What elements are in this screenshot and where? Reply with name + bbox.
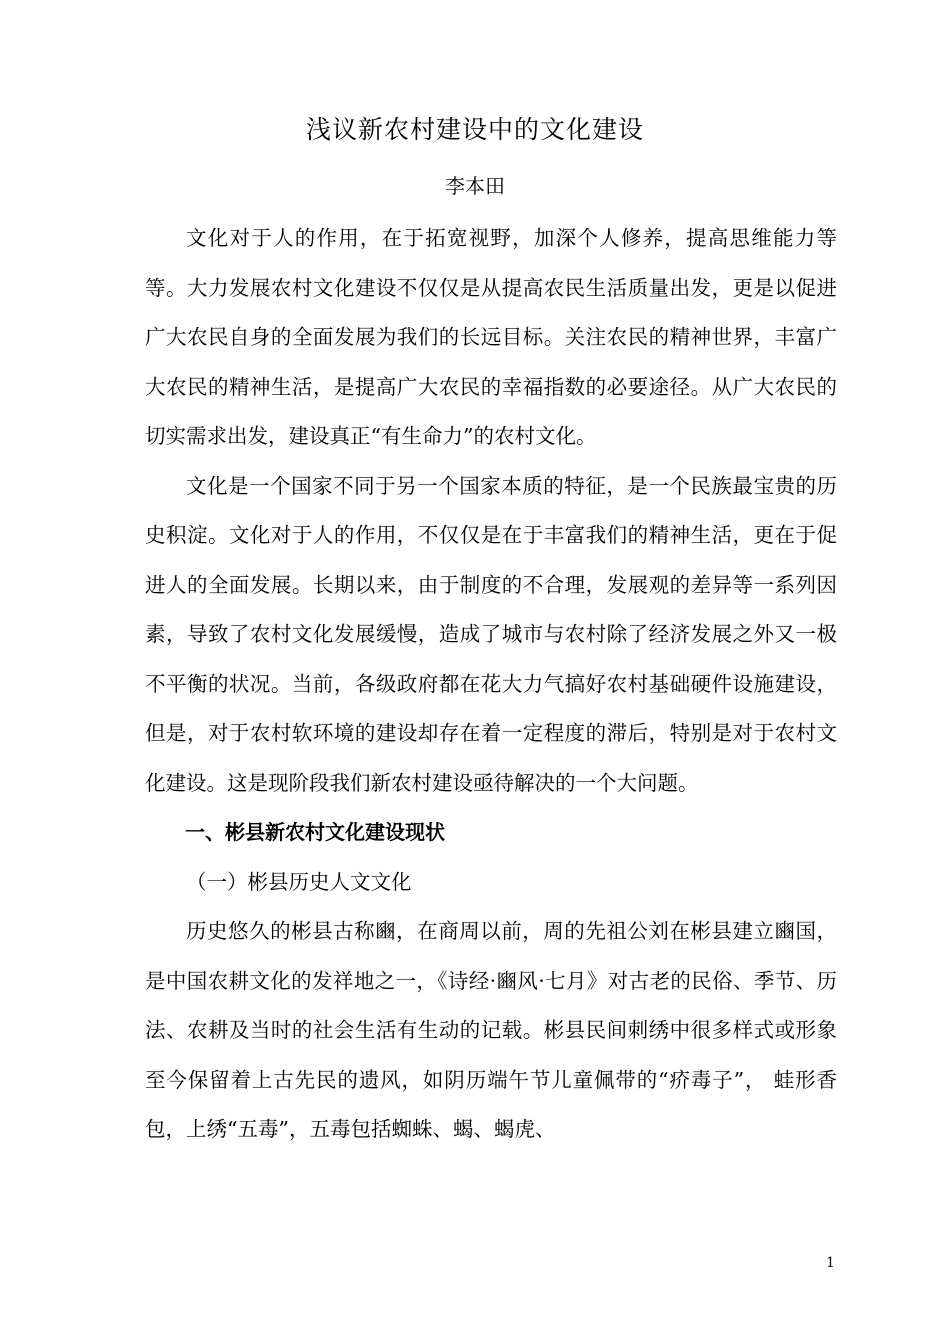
subsection-heading: （一）彬县历史人文文化 xyxy=(186,869,412,894)
body-paragraph-1: 文化对于人的作用，在于拓宽视野，加深个人修养，提高思维能力等等。大力发展农村文化建设不仅仅是从提高农民生活质量出发，更是以促进广大农民自身的全面发展为我们的长远目标。关注农民的精神世界，丰富广大农民的精神生活，是提高广大农民的幸福指数的必要途径。从广大农民的切实需求出发，建设真正“有生命力”的农村文化。 xyxy=(145,226,837,448)
section-heading: 一、彬县新农村文化建设现状 xyxy=(185,820,445,844)
document-body xyxy=(145,214,837,1155)
document-title: 浅议新农村建设中的文化建设 xyxy=(305,115,644,144)
body-paragraph-3: 历史悠久的彬县古称豳，在商周以前，周的先祖公刘在彬县建立豳国，是中国农耕文化的发祥地之一，《诗经·豳风·七月》对古老的民俗、季节、历法、农耕及当时的社会生活有生动的记载。彬县民间刺绣中很多样式或形象至今保留着上古先民的遗风，如阴历端午节儿童佩带的“疥毒子”， 蛙形香包，上绣“五毒”，五毒包括蜘蛛、蝎、蝎虎、 xyxy=(145,919,837,1141)
document-author: 李本田 xyxy=(445,174,505,198)
body-paragraph-2: 文化是一个国家不同于另一个国家本质的特征，是一个民族最宝贵的历史积淀。文化对于人的作用，不仅仅是在于丰富我们的精神生活，更在于促进人的全面发展。长期以来，由于制度的不合理，发展观的差异等一系列因素，导致了农村文化发展缓慢，造成了城市与农村除了经济发展之外又一极不平衡的状况。当前，各级政府都在花大力气搞好农村基础硬件设施建设，但是，对于农村软环境的建设却存在着一定程度的滞后，特别是对于农村文化建设。这是现阶段我们新农村建设亟待解决的一个大问题。 xyxy=(145,473,837,795)
page-number: 1 xyxy=(826,1255,835,1271)
